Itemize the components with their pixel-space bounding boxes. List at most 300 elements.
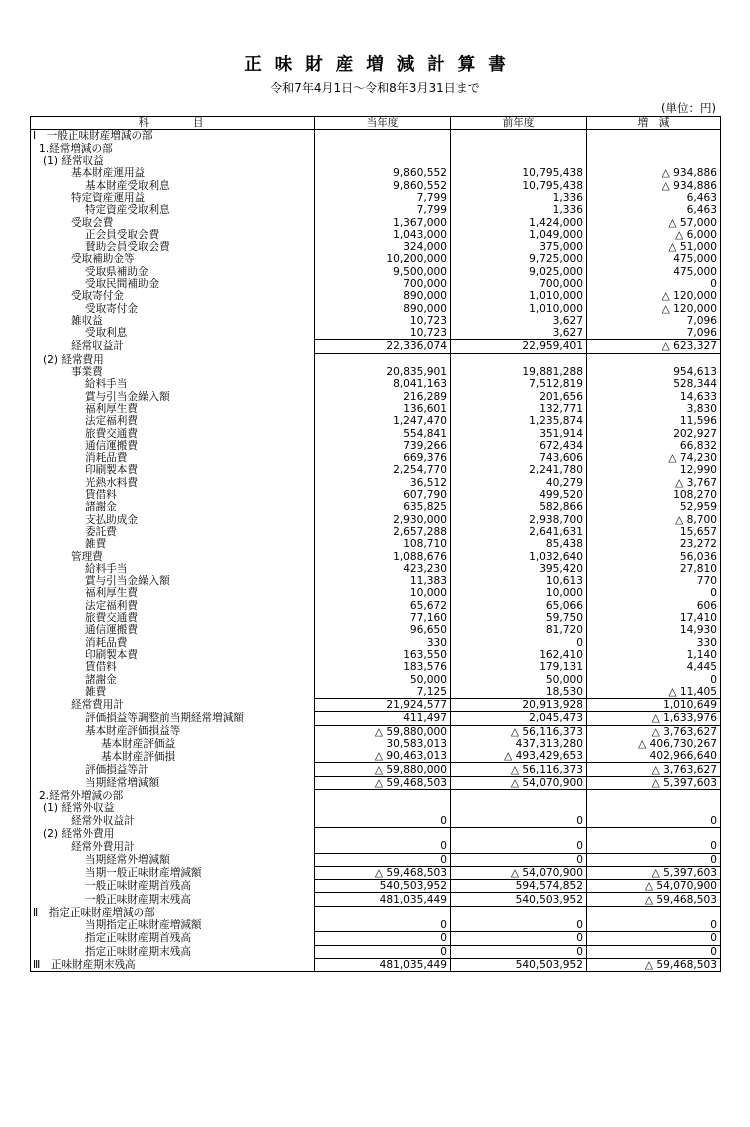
- row-label: 雑費: [31, 686, 315, 699]
- change-value: 0: [587, 587, 721, 599]
- previous-year-value: 132,771: [451, 403, 587, 415]
- row-label: 福利厚生費: [31, 587, 315, 599]
- current-year-value: 8,041,163: [315, 378, 451, 390]
- change-value: △ 934,886: [587, 167, 721, 179]
- change-value: 0: [587, 840, 721, 853]
- row-label: 基本財産受取利息: [31, 179, 315, 191]
- row-label: 賃借料: [31, 661, 315, 673]
- header-previous-year: 前年度: [451, 117, 587, 130]
- row-label: 印刷製本費: [31, 464, 315, 476]
- current-year-value: 481,035,449: [315, 893, 451, 906]
- previous-year-value: 2,045,473: [451, 712, 587, 725]
- change-value: 402,966,640: [587, 750, 721, 763]
- previous-year-value: 10,000: [451, 587, 587, 599]
- change-value: △ 3,767: [587, 477, 721, 489]
- row-label: 評価損益等計: [31, 763, 315, 776]
- change-value: △ 5,397,603: [587, 776, 721, 789]
- previous-year-value: 700,000: [451, 278, 587, 290]
- change-value: 330: [587, 636, 721, 648]
- previous-year-value: 20,913,928: [451, 698, 587, 711]
- previous-year-value: 2,641,631: [451, 526, 587, 538]
- previous-year-value: 540,503,952: [451, 893, 587, 906]
- current-year-value: 30,583,013: [315, 738, 451, 750]
- table-row: [31, 253, 721, 265]
- table-row: [31, 278, 721, 290]
- row-label: 当期経常増減額: [31, 776, 315, 789]
- change-value: 7,096: [587, 327, 721, 340]
- table-row: [31, 636, 721, 648]
- table-row: [31, 452, 721, 464]
- current-year-value: 136,601: [315, 403, 451, 415]
- change-value: 66,832: [587, 440, 721, 452]
- row-label: 当期一般正味財産増減額: [31, 866, 315, 879]
- current-year-value: 10,000: [315, 587, 451, 599]
- current-year-value: 10,723: [315, 315, 451, 327]
- table-row: [31, 155, 721, 167]
- table-row: [31, 489, 721, 501]
- change-value: △ 54,070,900: [587, 880, 721, 893]
- table-row: [31, 204, 721, 216]
- table-row: [31, 945, 721, 958]
- current-year-value: △ 59,468,503: [315, 776, 451, 789]
- previous-year-value: 743,606: [451, 452, 587, 464]
- header-account: 科 目: [31, 117, 315, 130]
- table-header-row: [31, 117, 721, 130]
- change-value: △ 5,397,603: [587, 866, 721, 879]
- table-row: [31, 403, 721, 415]
- table-row: [31, 315, 721, 327]
- change-value: 606: [587, 600, 721, 612]
- current-year-value: 10,723: [315, 327, 451, 340]
- table-row: [31, 216, 721, 228]
- row-label: 法定福利費: [31, 600, 315, 612]
- current-year-value: 669,376: [315, 452, 451, 464]
- statement-body: [31, 130, 721, 972]
- table-row: [31, 427, 721, 439]
- row-label: 旅費交通費: [31, 427, 315, 439]
- table-row: [31, 366, 721, 378]
- row-label: 消耗品費: [31, 452, 315, 464]
- previous-year-value: 3,627: [451, 327, 587, 340]
- table-row: [31, 725, 721, 738]
- change-value: 475,000: [587, 266, 721, 278]
- current-year-value: 20,835,901: [315, 366, 451, 378]
- previous-year-value: 437,313,280: [451, 738, 587, 750]
- change-value: 1,140: [587, 649, 721, 661]
- document-title: 正味財産増減計算書: [244, 55, 519, 75]
- table-row: [31, 802, 721, 814]
- table-row: [31, 241, 721, 253]
- previous-year-value: 9,725,000: [451, 253, 587, 265]
- current-year-value: 411,497: [315, 712, 451, 725]
- row-label: Ⅱ 指定正味財産増減の部: [31, 906, 315, 919]
- current-year-value: 183,576: [315, 661, 451, 673]
- current-year-value: 7,125: [315, 686, 451, 699]
- previous-year-value: [451, 790, 587, 803]
- table-row: [31, 440, 721, 452]
- current-year-value: 739,266: [315, 440, 451, 452]
- previous-year-value: △ 56,116,373: [451, 763, 587, 776]
- table-row: [31, 575, 721, 587]
- table-row: [31, 179, 721, 191]
- previous-year-value: △ 54,070,900: [451, 776, 587, 789]
- previous-year-value: 1,010,000: [451, 302, 587, 314]
- change-value: △ 3,763,627: [587, 763, 721, 776]
- table-row: [31, 538, 721, 550]
- change-value: 475,000: [587, 253, 721, 265]
- previous-year-value: 0: [451, 815, 587, 828]
- table-row: [31, 415, 721, 427]
- current-year-value: 36,512: [315, 477, 451, 489]
- current-year-value: 7,799: [315, 204, 451, 216]
- table-row: [31, 750, 721, 763]
- row-label: 旅費交通費: [31, 612, 315, 624]
- previous-year-value: 162,410: [451, 649, 587, 661]
- change-value: △ 8,700: [587, 514, 721, 526]
- row-label: 消耗品費: [31, 636, 315, 648]
- current-year-value: 423,230: [315, 563, 451, 575]
- table-row: [31, 130, 721, 143]
- previous-year-value: 0: [451, 840, 587, 853]
- current-year-value: 1,088,676: [315, 550, 451, 562]
- table-row: [31, 776, 721, 789]
- change-value: 202,927: [587, 427, 721, 439]
- current-year-value: 7,799: [315, 192, 451, 204]
- previous-year-value: 375,000: [451, 241, 587, 253]
- table-row: [31, 624, 721, 636]
- change-value: 0: [587, 278, 721, 290]
- row-label: 指定正味財産期首残高: [31, 932, 315, 945]
- change-value: △ 120,000: [587, 290, 721, 302]
- row-label: 基本財産評価損: [31, 750, 315, 763]
- previous-year-value: 19,881,288: [451, 366, 587, 378]
- table-row: [31, 302, 721, 314]
- current-year-value: 108,710: [315, 538, 451, 550]
- row-label: 一般正味財産期末残高: [31, 893, 315, 906]
- current-year-value: 96,650: [315, 624, 451, 636]
- change-value: 6,463: [587, 192, 721, 204]
- statement-table: [30, 116, 721, 972]
- change-value: 528,344: [587, 378, 721, 390]
- change-value: △ 1,633,976: [587, 712, 721, 725]
- table-row: [31, 919, 721, 932]
- change-value: 15,657: [587, 526, 721, 538]
- change-value: △ 51,000: [587, 241, 721, 253]
- row-label: 正会員受取会費: [31, 229, 315, 241]
- previous-year-value: 85,438: [451, 538, 587, 550]
- change-value: 23,272: [587, 538, 721, 550]
- previous-year-value: 201,656: [451, 391, 587, 403]
- current-year-value: 324,000: [315, 241, 451, 253]
- previous-year-value: 672,434: [451, 440, 587, 452]
- change-value: △ 406,730,267: [587, 738, 721, 750]
- current-year-value: [315, 790, 451, 803]
- change-value: 4,445: [587, 661, 721, 673]
- table-row: [31, 229, 721, 241]
- previous-year-value: 10,795,438: [451, 167, 587, 179]
- change-value: 3,830: [587, 403, 721, 415]
- table-row: [31, 612, 721, 624]
- row-label: 委託費: [31, 526, 315, 538]
- table-row: [31, 958, 721, 971]
- row-label: 経常外収益計: [31, 815, 315, 828]
- previous-year-value: 1,010,000: [451, 290, 587, 302]
- row-label: 支払助成金: [31, 514, 315, 526]
- table-row: [31, 501, 721, 513]
- current-year-value: 1,367,000: [315, 216, 451, 228]
- row-label: (2) 経常費用: [31, 353, 315, 366]
- previous-year-value: 59,750: [451, 612, 587, 624]
- previous-year-value: [451, 155, 587, 167]
- change-value: 56,036: [587, 550, 721, 562]
- current-year-value: [315, 906, 451, 919]
- table-row: [31, 698, 721, 711]
- row-label: 経常費用計: [31, 698, 315, 711]
- row-label: 経常収益計: [31, 340, 315, 353]
- row-label: 諸謝金: [31, 501, 315, 513]
- current-year-value: 65,672: [315, 600, 451, 612]
- current-year-value: 890,000: [315, 302, 451, 314]
- row-label: 指定正味財産期末残高: [31, 945, 315, 958]
- table-row: [31, 661, 721, 673]
- change-value: △ 11,405: [587, 686, 721, 699]
- change-value: 1,010,649: [587, 698, 721, 711]
- change-value: △ 623,327: [587, 340, 721, 353]
- row-label: 印刷製本費: [31, 649, 315, 661]
- row-label: 受取会費: [31, 216, 315, 228]
- previous-year-value: △ 493,429,653: [451, 750, 587, 763]
- previous-year-value: 7,512,819: [451, 378, 587, 390]
- previous-year-value: 395,420: [451, 563, 587, 575]
- row-label: 受取利息: [31, 327, 315, 340]
- change-value: 0: [587, 673, 721, 685]
- table-row: [31, 327, 721, 340]
- current-year-value: 607,790: [315, 489, 451, 501]
- previous-year-value: 10,613: [451, 575, 587, 587]
- previous-year-value: 65,066: [451, 600, 587, 612]
- change-value: 0: [587, 919, 721, 932]
- row-label: 当期指定正味財産増減額: [31, 919, 315, 932]
- previous-year-value: 0: [451, 636, 587, 648]
- previous-year-value: [451, 143, 587, 155]
- change-value: △ 120,000: [587, 302, 721, 314]
- table-row: [31, 866, 721, 879]
- current-year-value: 0: [315, 932, 451, 945]
- change-value: 7,096: [587, 315, 721, 327]
- previous-year-value: △ 54,070,900: [451, 866, 587, 879]
- table-row: [31, 600, 721, 612]
- previous-year-value: 3,627: [451, 315, 587, 327]
- row-label: 2.経常外増減の部: [31, 790, 315, 803]
- previous-year-value: 1,336: [451, 204, 587, 216]
- current-year-value: 11,383: [315, 575, 451, 587]
- change-value: △ 934,886: [587, 179, 721, 191]
- current-year-value: 50,000: [315, 673, 451, 685]
- table-row: [31, 563, 721, 575]
- current-year-value: 22,336,074: [315, 340, 451, 353]
- row-label: 受取県補助金: [31, 266, 315, 278]
- table-row: [31, 526, 721, 538]
- row-label: 経常外費用計: [31, 840, 315, 853]
- table-row: [31, 880, 721, 893]
- change-value: 0: [587, 853, 721, 866]
- change-value: 0: [587, 945, 721, 958]
- table-row: [31, 738, 721, 750]
- current-year-value: 2,657,288: [315, 526, 451, 538]
- row-label: 特定資産運用益: [31, 192, 315, 204]
- change-value: 12,990: [587, 464, 721, 476]
- current-year-value: 9,860,552: [315, 179, 451, 191]
- previous-year-value: 351,914: [451, 427, 587, 439]
- row-label: 賞与引当金繰入額: [31, 391, 315, 403]
- row-label: 一般正味財産期首残高: [31, 880, 315, 893]
- row-label: (2) 経常外費用: [31, 827, 315, 840]
- previous-year-value: 50,000: [451, 673, 587, 685]
- change-value: 27,810: [587, 563, 721, 575]
- unit-label: (単位：円): [661, 101, 716, 115]
- change-value: 770: [587, 575, 721, 587]
- row-label: 賛助会員受取会費: [31, 241, 315, 253]
- table-row: [31, 514, 721, 526]
- previous-year-value: [451, 353, 587, 366]
- change-value: [587, 802, 721, 814]
- row-label: 賞与引当金繰入額: [31, 575, 315, 587]
- previous-year-value: 0: [451, 945, 587, 958]
- current-year-value: △ 90,463,013: [315, 750, 451, 763]
- previous-year-value: 81,720: [451, 624, 587, 636]
- row-label: 特定資産受取利息: [31, 204, 315, 216]
- change-value: 17,410: [587, 612, 721, 624]
- row-label: 受取補助金等: [31, 253, 315, 265]
- table-row: [31, 712, 721, 725]
- current-year-value: 481,035,449: [315, 958, 451, 971]
- table-row: [31, 167, 721, 179]
- current-year-value: 2,254,770: [315, 464, 451, 476]
- current-year-value: 0: [315, 815, 451, 828]
- current-year-value: 163,550: [315, 649, 451, 661]
- current-year-value: 890,000: [315, 290, 451, 302]
- change-value: [587, 827, 721, 840]
- row-label: 福利厚生費: [31, 403, 315, 415]
- previous-year-value: 0: [451, 932, 587, 945]
- table-row: [31, 192, 721, 204]
- table-row: [31, 686, 721, 699]
- row-label: (1) 経常外収益: [31, 802, 315, 814]
- previous-year-value: [451, 802, 587, 814]
- current-year-value: 9,500,000: [315, 266, 451, 278]
- current-year-value: 1,043,000: [315, 229, 451, 241]
- previous-year-value: 0: [451, 919, 587, 932]
- row-label: 評価損益等調整前当期経常増減額: [31, 712, 315, 725]
- row-label: 賃借料: [31, 489, 315, 501]
- row-label: 給料手当: [31, 563, 315, 575]
- current-year-value: 1,247,470: [315, 415, 451, 427]
- previous-year-value: [451, 827, 587, 840]
- previous-year-value: 1,049,000: [451, 229, 587, 241]
- row-label: 受取民間補助金: [31, 278, 315, 290]
- previous-year-value: [451, 906, 587, 919]
- row-label: 通信運搬費: [31, 440, 315, 452]
- change-value: 11,596: [587, 415, 721, 427]
- row-label: 基本財産評価損益等: [31, 725, 315, 738]
- current-year-value: 0: [315, 919, 451, 932]
- table-row: [31, 587, 721, 599]
- table-row: [31, 378, 721, 390]
- change-value: △ 57,000: [587, 216, 721, 228]
- table-row: [31, 266, 721, 278]
- header-current-year: 当年度: [315, 117, 451, 130]
- table-row: [31, 290, 721, 302]
- current-year-value: [315, 353, 451, 366]
- row-label: (1) 経常収益: [31, 155, 315, 167]
- current-year-value: 700,000: [315, 278, 451, 290]
- change-value: 954,613: [587, 366, 721, 378]
- current-year-value: 635,825: [315, 501, 451, 513]
- previous-year-value: 40,279: [451, 477, 587, 489]
- row-label: 光熱水料費: [31, 477, 315, 489]
- previous-year-value: 2,938,700: [451, 514, 587, 526]
- row-label: Ⅰ 一般正味財産増減の部: [31, 130, 315, 143]
- previous-year-value: 22,959,401: [451, 340, 587, 353]
- current-year-value: 0: [315, 945, 451, 958]
- row-label: 受取寄付金: [31, 302, 315, 314]
- previous-year-value: 1,424,000: [451, 216, 587, 228]
- table-row: [31, 906, 721, 919]
- table-row: [31, 391, 721, 403]
- change-value: 0: [587, 815, 721, 828]
- table-row: [31, 673, 721, 685]
- table-row: [31, 464, 721, 476]
- row-label: 1.経常増減の部: [31, 143, 315, 155]
- row-label: 通信運搬費: [31, 624, 315, 636]
- table-row: [31, 477, 721, 489]
- row-label: 管理費: [31, 550, 315, 562]
- change-value: 108,270: [587, 489, 721, 501]
- row-label: 雑収益: [31, 315, 315, 327]
- table-row: [31, 353, 721, 366]
- current-year-value: [315, 155, 451, 167]
- row-label: 法定福利費: [31, 415, 315, 427]
- table-row: [31, 550, 721, 562]
- row-label: 給料手当: [31, 378, 315, 390]
- change-value: △ 3,763,627: [587, 725, 721, 738]
- change-value: 14,633: [587, 391, 721, 403]
- previous-year-value: 594,574,852: [451, 880, 587, 893]
- row-label: 基本財産評価益: [31, 738, 315, 750]
- change-value: [587, 906, 721, 919]
- change-value: △ 74,230: [587, 452, 721, 464]
- previous-year-value: 1,032,640: [451, 550, 587, 562]
- current-year-value: 330: [315, 636, 451, 648]
- previous-year-value: 10,795,438: [451, 179, 587, 191]
- table-row: [31, 827, 721, 840]
- change-value: [587, 143, 721, 155]
- previous-year-value: △ 56,116,373: [451, 725, 587, 738]
- table-row: [31, 840, 721, 853]
- table-row: [31, 340, 721, 353]
- table-row: [31, 790, 721, 803]
- current-year-value: 2,930,000: [315, 514, 451, 526]
- current-year-value: 9,860,552: [315, 167, 451, 179]
- table-row: [31, 932, 721, 945]
- change-value: [587, 155, 721, 167]
- current-year-value: 10,200,000: [315, 253, 451, 265]
- row-label: 基本財産運用益: [31, 167, 315, 179]
- previous-year-value: 499,520: [451, 489, 587, 501]
- change-value: △ 6,000: [587, 229, 721, 241]
- current-year-value: 554,841: [315, 427, 451, 439]
- previous-year-value: 179,131: [451, 661, 587, 673]
